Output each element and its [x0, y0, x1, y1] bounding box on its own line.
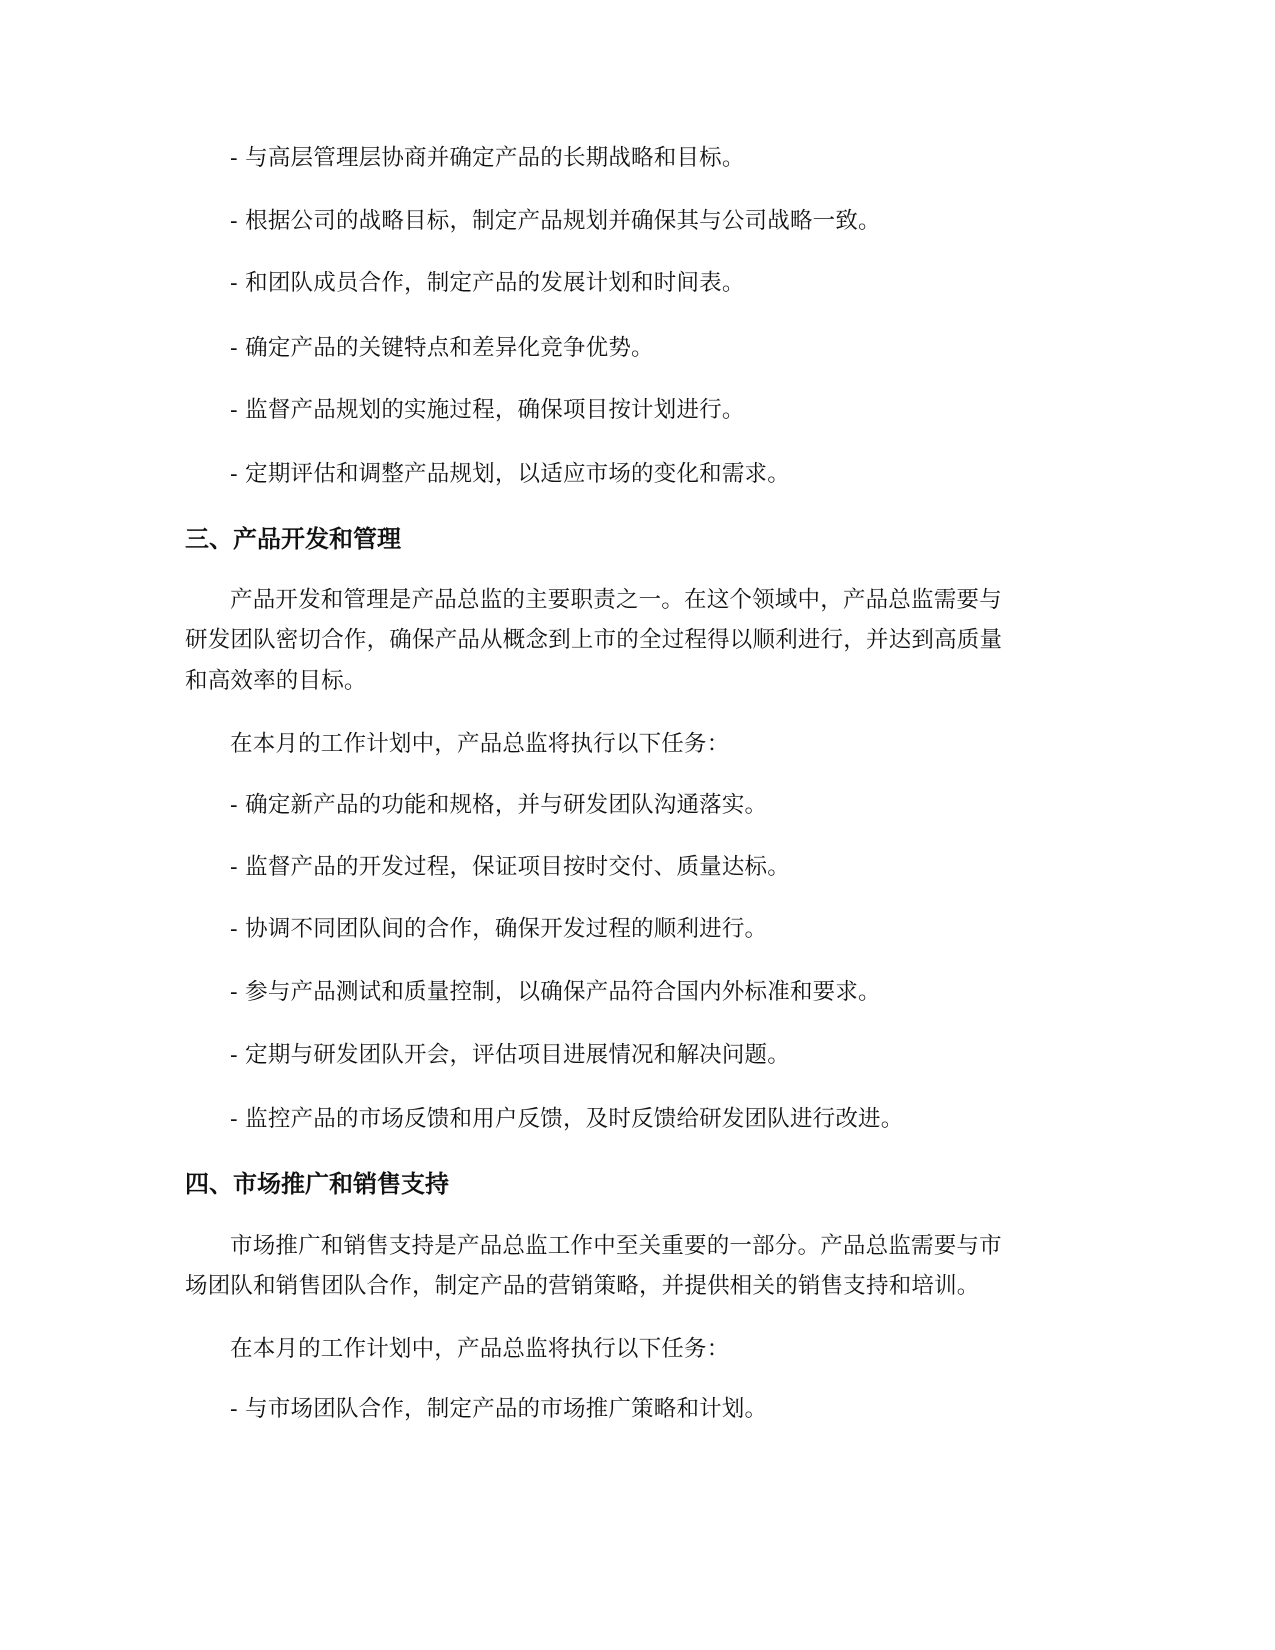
paragraph-intro: 在本月的工作计划中，产品总监将执行以下任务：	[230, 1336, 730, 1362]
list-item: - 确定产品的关键特点和差异化竞争优势。	[230, 335, 654, 361]
list-item: - 根据公司的战略目标，制定产品规划并确保其与公司战略一致。	[230, 208, 881, 234]
section-heading: 四、市场推广和销售支持	[185, 1170, 449, 1198]
list-item: - 与市场团队合作，制定产品的市场推广策略和计划。	[230, 1396, 768, 1422]
list-item: - 参与产品测试和质量控制，以确保产品符合国内外标准和要求。	[230, 979, 881, 1005]
section-heading: 三、产品开发和管理	[185, 525, 401, 553]
list-item: - 确定新产品的功能和规格，并与研发团队沟通落实。	[230, 792, 768, 818]
paragraph-intro: 在本月的工作计划中，产品总监将执行以下任务：	[230, 731, 730, 757]
list-item: - 监督产品规划的实施过程，确保项目按计划进行。	[230, 397, 745, 423]
paragraph-line: 市场推广和销售支持是产品总监工作中至关重要的一部分。产品总监需要与市	[230, 1233, 1002, 1259]
paragraph-line: 研发团队密切合作，确保产品从概念到上市的全过程得以顺利进行，并达到高质量	[185, 627, 1003, 653]
list-item: - 定期与研发团队开会，评估项目进展情况和解决问题。	[230, 1042, 790, 1068]
paragraph-line: 场团队和销售团队合作，制定产品的营销策略，并提供相关的销售支持和培训。	[185, 1273, 980, 1299]
list-item: - 与高层管理层协商并确定产品的长期战略和目标。	[230, 145, 745, 171]
list-item: - 和团队成员合作，制定产品的发展计划和时间表。	[230, 270, 745, 296]
paragraph-line: 产品开发和管理是产品总监的主要职责之一。在这个领域中，产品总监需要与	[230, 587, 1002, 613]
paragraph-line: 和高效率的目标。	[185, 668, 367, 694]
list-item: - 监督产品的开发过程，保证项目按时交付、质量达标。	[230, 854, 790, 880]
list-item: - 协调不同团队间的合作，确保开发过程的顺利进行。	[230, 916, 768, 942]
list-item: - 定期评估和调整产品规划，以适应市场的变化和需求。	[230, 461, 790, 487]
list-item: - 监控产品的市场反馈和用户反馈，及时反馈给研发团队进行改进。	[230, 1106, 904, 1132]
